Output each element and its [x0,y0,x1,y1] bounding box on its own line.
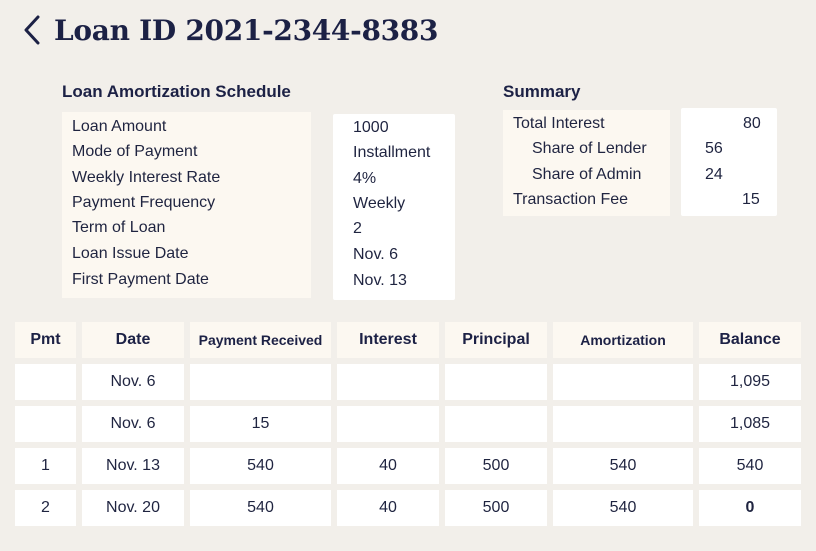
table-cell: 500 [445,448,547,484]
page-title: Loan ID 2021-2344-8383 [54,13,439,47]
table-cell: 2 [15,490,76,526]
table-cell: Nov. 13 [82,448,184,484]
table-cell: Nov. 6 [82,364,184,400]
summary-label: Transaction Fee [513,191,629,208]
summary-label: Total Interest [513,115,605,132]
schedule-title: Loan Amortization Schedule [62,82,291,101]
summary-value: 80 [743,115,761,132]
table-cell [190,364,331,400]
table-cell: 500 [445,490,547,526]
schedule-label: Weekly Interest Rate [72,169,221,186]
schedule-label: Payment Frequency [72,194,216,211]
table-cell [553,406,693,442]
table-cell [337,364,439,400]
table-cell: 540 [190,448,331,484]
summary-title: Summary [503,82,581,101]
table-cell: 540 [190,490,331,526]
table-header-payment-received: Payment Received [190,322,331,358]
table-cell [445,406,547,442]
table-header-pmt: Pmt [15,322,76,358]
table-cell [337,406,439,442]
summary-value: 15 [742,191,760,208]
table-cell: Nov. 20 [82,490,184,526]
table-header-amortization: Amortization [553,322,693,358]
table-cell: 1,085 [699,406,801,442]
schedule-value: 2 [353,220,362,237]
back-button[interactable] [20,10,44,50]
summary-values-panel [681,108,777,216]
table-cell [15,364,76,400]
table-cell: 40 [337,448,439,484]
table-cell: 1 [15,448,76,484]
schedule-label: Loan Amount [72,118,167,135]
schedule-label: Mode of Payment [72,143,198,160]
table-cell [445,364,547,400]
table-cell [553,364,693,400]
schedule-value: 1000 [353,119,389,136]
summary-label: Share of Lender [532,140,647,157]
schedule-value: Weekly [353,195,406,212]
table-header-date: Date [82,322,184,358]
table-header-interest: Interest [337,322,439,358]
table-cell [15,406,76,442]
table-cell: Nov. 6 [82,406,184,442]
table-header-balance: Balance [699,322,801,358]
schedule-label: Term of Loan [72,219,166,236]
table-cell: 540 [699,448,801,484]
table-header-principal: Principal [445,322,547,358]
table-cell: 1,095 [699,364,801,400]
table-cell: 40 [337,490,439,526]
table-cell: 15 [190,406,331,442]
schedule-value: Installment [353,144,431,161]
table-cell: 540 [553,448,693,484]
schedule-label: Loan Issue Date [72,245,189,262]
summary-value: 24 [705,166,723,183]
table-cell: 0 [699,490,801,526]
schedule-label: First Payment Date [72,271,209,288]
page-header [20,10,438,50]
schedule-value: Nov. 6 [353,246,399,263]
chevron-left-icon [23,15,41,45]
summary-value: 56 [705,140,723,157]
schedule-value: Nov. 13 [353,272,407,289]
schedule-value: 4% [353,170,377,187]
summary-label: Share of Admin [532,166,642,183]
table-cell: 540 [553,490,693,526]
